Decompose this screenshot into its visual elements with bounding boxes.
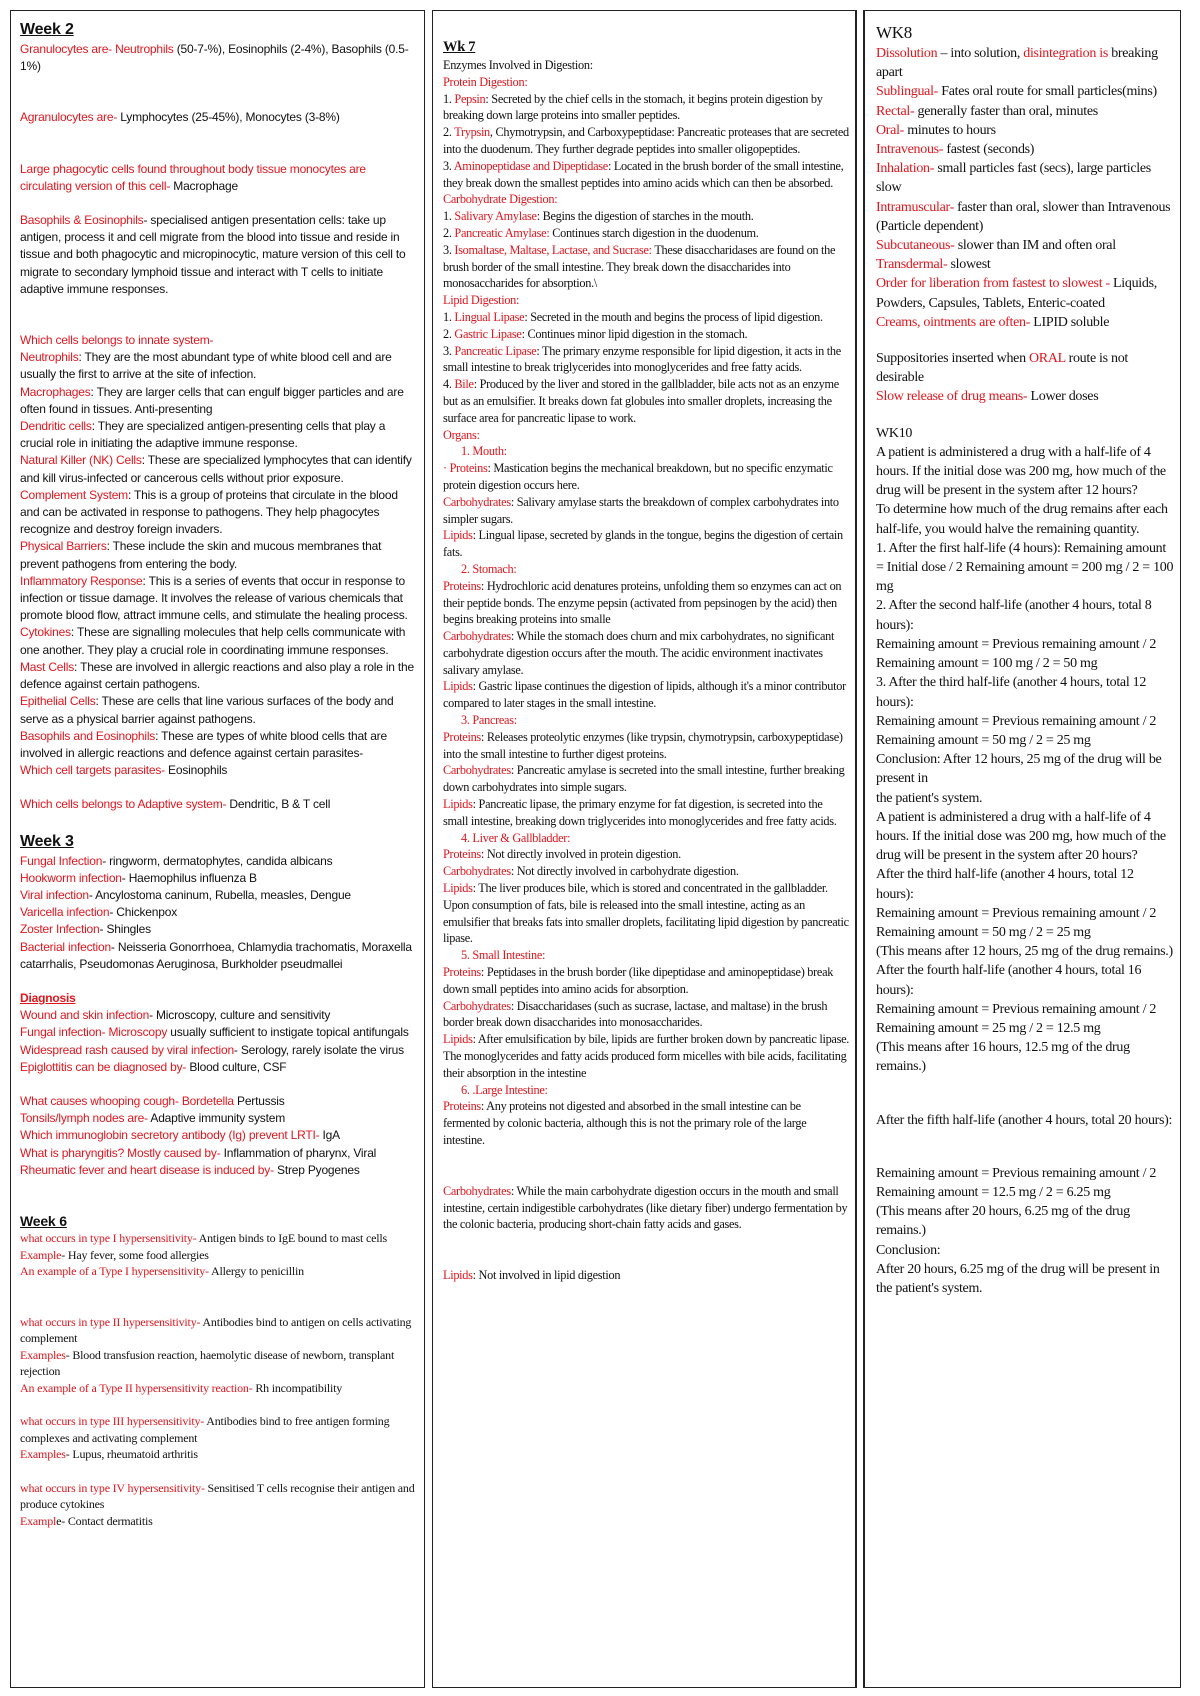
list-item: Basophils and Eosinophils: These are types of white blood cells that are involved in allergic reactions and defence against certain parasites- bbox=[20, 728, 387, 760]
list-item: Macrophages: They are larger cells that can engulf bigger particles and are often found in tissues. Anti-presenting bbox=[20, 384, 404, 416]
diagnosis-heading: Diagnosis bbox=[20, 990, 76, 1005]
calc-line: (This means after 12 hours, 25 mg of the drug remains.) bbox=[876, 944, 1173, 960]
list-item: Natural Killer (NK) Cells: These are specialized lymphocytes that can identify and kill virus-infected or cancerous cells without prior exposure. bbox=[20, 453, 412, 485]
organ-mouth-title: 1. Mouth: bbox=[461, 444, 507, 459]
calc-line: 2. After the second half-life (another 4 hours, total 8 hours): bbox=[876, 598, 1152, 633]
list-item: Inhalation- small particles fast (secs), large particles slow bbox=[876, 161, 1151, 196]
organ-line: Carbohydrates: While the main carbohydrate digestion occurs in the mouth and small intestine, certain indigestible carbohydrates (like dietary fiber) undergo fermentation by the colonic bacteria, producing short-chain fatty acids and gases. bbox=[443, 1183, 848, 1232]
calc-line: To determine how much of the drug remains after each half-life, you would halve the remaining quantity. bbox=[876, 502, 1168, 537]
calc-line: Remaining amount = Previous remaining amount / 2 bbox=[876, 1001, 1157, 1017]
calc-line: After 20 hours, 6.25 mg of the drug will be present in the patient's system. bbox=[876, 1261, 1160, 1296]
organ-line: Lipids: After emulsification by bile, lipids are further broken down by pancreatic lipase. The monoglycerides and fatty acids produced form micelles with bile acids, facilitating their absorption in the intestine bbox=[443, 1032, 850, 1080]
parasites-line: Which cell targets parasites- Eosinophils bbox=[20, 763, 228, 778]
calc-line: Remaining amount = Previous remaining amount / 2 Remaining amount = 100 mg / 2 = 50 mg bbox=[876, 636, 1157, 672]
organ-line: · Proteins: Mastication begins the mechanical breakdown, but no specific enzymatic protein digestion occurs here. bbox=[443, 461, 833, 492]
list-item: What is pharyngitis? Mostly caused by- Inflammation of pharynx, Viral bbox=[20, 1145, 377, 1160]
final-calculation bbox=[876, 1164, 1174, 1298]
calc-line: Remaining amount = 50 mg / 2 = 25 mg bbox=[876, 732, 1091, 748]
type2-line: what occurs in type II hypersensitivity- Antibodies bind to antigen on cells activating complement bbox=[20, 1314, 412, 1346]
list-item: 3. Aminopeptidase and Dipeptidase: Located in the brush border of the small intestine, they break down the smallest peptides into amino acids which can then be absorbed. bbox=[443, 158, 844, 190]
diagnosis-list bbox=[20, 1007, 416, 1076]
calc-line: Conclusion: bbox=[876, 1242, 941, 1258]
list-item: Dendritic cells: They are specialized antigen-presenting cells that play a crucial role in initiating the adaptive immune response. bbox=[20, 419, 386, 451]
list-item: Widespread rash caused by viral infection- Serology, rarely isolate the virus bbox=[20, 1042, 404, 1057]
organ-pancreas-title: 3. Pancreas: bbox=[461, 713, 517, 728]
list-item: Zoster Infection- Shingles bbox=[20, 922, 151, 937]
list-item: Subcutaneous- slower than IM and often oral bbox=[876, 238, 1116, 254]
type2-example: Examples- Blood transfusion reaction, haemolytic disease of newborn, transplant rejection bbox=[20, 1347, 395, 1379]
organ-line: Lipids: Pancreatic lipase, the primary enzyme for fat digestion, is secreted into the small intestine, breaking down triglycerides into monoglycerides and free fatty acids. bbox=[443, 797, 837, 828]
misc-list bbox=[20, 1093, 416, 1179]
protein-heading: Protein Digestion: bbox=[443, 74, 528, 89]
list-item: Epiglottitis can be diagnosed by- Blood culture, CSF bbox=[20, 1059, 287, 1074]
calc-line: Remaining amount = 25 mg / 2 = 12.5 mg bbox=[876, 1020, 1101, 1036]
type3-line: what occurs in type III hypersensitivity- Antibodies bind to free antigen forming complexes and activating complement bbox=[20, 1414, 390, 1445]
calc-line: (This means after 20 hours, 6.25 mg of the drug remains.) bbox=[876, 1204, 1130, 1239]
week3-heading: Week 3 bbox=[20, 832, 74, 850]
list-item: 2. Gastric Lipase: Continues minor lipid digestion in the stomach. bbox=[443, 326, 748, 341]
organ-line: Lipids: Not involved in lipid digestion bbox=[443, 1268, 621, 1283]
calc-line: 1. After the first half-life (4 hours): Remaining amount = Initial dose / 2 Remaining amount = 200 mg / 2 = 100 mg bbox=[876, 540, 1174, 595]
list-item: Neutrophils: They are the most abundant type of white blood cell and are usually the first to arrive at the site of infection. bbox=[20, 350, 392, 382]
calc-line: A patient is administered a drug with a half-life of 4 hours. If the initial dose was 200 mg, how much of the drug will be present in the system after 20 hours? bbox=[876, 809, 1166, 864]
list-item: Varicella infection- Chickenpox bbox=[20, 905, 177, 920]
slow-release-line: Slow release of drug means- Lower doses bbox=[876, 389, 1099, 405]
calc-line: Remaining amount = Previous remaining amount / 2 bbox=[876, 1165, 1157, 1181]
list-item: Intramuscular- faster than oral, slower than Intravenous (Particle dependent) bbox=[876, 199, 1171, 234]
week2-heading: Week 2 bbox=[20, 21, 74, 38]
list-item: 4. Bile: Produced by the liver and stored in the gallbladder, bile acts not as an enzyme but as an emulsifier. It breaks down fat globules into smaller droplets, increasing the surface area for pancreatic lipase to work. bbox=[443, 377, 839, 425]
wk8-heading: WK8 bbox=[876, 23, 912, 42]
column-weeks-8-10 bbox=[863, 10, 1181, 1688]
organs-heading: Organs: bbox=[443, 427, 480, 442]
type1-line: what occurs in type I hypersensitivity- Antigen binds to IgE bound to mast cells bbox=[20, 1231, 387, 1246]
list-item: Intravenous- fastest (seconds) bbox=[876, 142, 1035, 158]
calc-line: Remaining amount = 50 mg / 2 = 25 mg bbox=[876, 924, 1091, 940]
calc-line: 3. After the third half-life (another 4 hours, total 12 hours): bbox=[876, 675, 1147, 710]
adaptive-line: Which cells belongs to Adaptive system- Dendritic, B & T cell bbox=[20, 797, 331, 812]
calc-line: Conclusion: After 12 hours, 25 mg of the drug will be present in bbox=[876, 752, 1162, 787]
list-item: Epithelial Cells: These are cells that line various surfaces of the body and serve as a physical barrier against pathogens. bbox=[20, 694, 394, 726]
organ-line: Proteins: Peptidases in the brush border (like dipeptidase and aminopeptidase) break down small peptides into amino acids for absorption. bbox=[443, 965, 834, 996]
list-item: Which immunoglobin secretory antibody (Ig) prevent LRTI- IgA bbox=[20, 1128, 340, 1143]
list-item: 1. Pepsin: Secreted by the chief cells in the stomach, it begins protein digestion by breaking down large proteins into smaller peptides. bbox=[443, 91, 823, 123]
list-item: Hookworm infection- Haemophilus influenza B bbox=[20, 870, 257, 885]
suppositories-line: Suppositories inserted when ORAL route is not desirable bbox=[876, 351, 1128, 386]
list-item: Cytokines: These are signalling molecules that help cells communicate with one another. They play a crucial role in coordinating immune responses. bbox=[20, 625, 406, 657]
type1-an-example: An example of a Type I hypersensitivity- Allergy to penicillin bbox=[20, 1264, 304, 1279]
organ-line: Lipids: Gastric lipase continues the digestion of lipids, although it's a minor contributor compared to later stages in the small intestine. bbox=[443, 679, 846, 711]
week3-list bbox=[20, 853, 416, 973]
organ-stomach-title: 2. Stomach: bbox=[461, 561, 517, 576]
week6-heading: Week 6 bbox=[20, 1212, 67, 1229]
calc-line: Remaining amount = Previous remaining amount / 2 bbox=[876, 713, 1157, 729]
list-item: 1. Salivary Amylase: Begins the digestion of starches in the mouth. bbox=[443, 209, 754, 224]
organ-liver-title: 4. Liver & Gallbladder: bbox=[461, 830, 571, 845]
organ-line: Proteins: Releases proteolytic enzymes (like trypsin, chymotrypsin, carboxypeptidase) into the small intestine to further digest proteins. bbox=[443, 729, 843, 761]
organ-line: Carbohydrates: While the stomach does churn and mix carbohydrates, no significant carbohydrate digestion occurs after the mouth. The acidic environment inactivates salivary amylase. bbox=[443, 629, 835, 677]
agranulocytes-line: Agranulocytes are- Lymphocytes (25-45%), Monocytes (3-8%) bbox=[20, 110, 340, 125]
innate-question: Which cells belongs to innate system- bbox=[20, 333, 214, 348]
list-item: Fungal infection- Microscopy usually sufficient to instigate topical antifungals bbox=[20, 1025, 409, 1040]
intro-line: Enzymes Involved in Digestion: bbox=[443, 58, 593, 72]
list-item: Wound and skin infection- Microscopy, culture and sensitivity bbox=[20, 1008, 331, 1023]
list-item: What causes whooping cough- Bordetella Pertussis bbox=[20, 1093, 285, 1108]
calc-line: the patient's system. bbox=[876, 790, 983, 806]
organ-line: Lipids: Lingual lipase, secreted by glands in the tongue, begins the digestion of certain fats. bbox=[443, 528, 843, 560]
list-item: Mast Cells: These are involved in allergic reactions and also play a role in the defence against certain pathogens. bbox=[20, 659, 414, 692]
list-item: Order for liberation from fastest to slowest - Liquids, Powders, Capsules, Tablets, Enteric-coated bbox=[876, 276, 1157, 311]
calc-line: Remaining amount = Previous remaining amount / 2 bbox=[876, 905, 1157, 921]
list-item: Creams, ointments are often- LIPID soluble bbox=[876, 314, 1110, 330]
calc-line: A patient is administered a drug with a half-life of 4 hours. If the initial dose was 200 mg, how much of the drug will be present in the system after 12 hours? bbox=[876, 444, 1166, 499]
calc-line: (This means after 16 hours, 12.5 mg of the drug remains.) bbox=[876, 1040, 1130, 1075]
organ-line: Proteins: Any proteins not digested and absorbed in the small intestine can be fermented by colonic bacteria, although this is not the primary role of the large intestine. bbox=[443, 1099, 807, 1147]
organ-line: Carbohydrates: Not directly involved in carbohydrate digestion. bbox=[443, 864, 739, 879]
calc-line: Remaining amount = 12.5 mg / 2 = 6.25 mg bbox=[876, 1184, 1111, 1200]
type4-line: what occurs in type IV hypersensitivity- Sensitised T cells recognise their antigen and produce cytokines bbox=[20, 1480, 415, 1512]
list-item: Dissolution – into solution, disintegration is breaking apart bbox=[876, 46, 1158, 81]
wk10-heading: WK10 bbox=[876, 425, 913, 441]
lipid-heading: Lipid Digestion: bbox=[443, 293, 520, 308]
list-item: 1. Lingual Lipase: Secreted in the mouth and begins the process of lipid digestion. bbox=[443, 309, 823, 324]
basophils-eosinophils-line: Basophils & Eosinophils- specialised antigen presentation cells: take up antigen, process it and cell migrate from the blood into tissue and reside in tissue and both phagocytic and micropinocytic, mature version of this cell to migrate to secondary lymphoid tissue and interact with T cells to initiate adaptive immune responses. bbox=[20, 213, 406, 296]
calc-line: After the fourth half-life (another 4 hours, total 16 hours): bbox=[876, 963, 1142, 998]
wk10-calculation bbox=[876, 443, 1174, 1077]
list-item: 2. Trypsin, Chymotrypsin, and Carboxypeptidase: Pancreatic proteases that are secreted into the duodenum. They further degrade peptides into smaller oligopeptides. bbox=[443, 125, 849, 156]
type3-example: Examples- Lupus, rheumatoid arthritis bbox=[20, 1447, 198, 1462]
calc-line: After the third half-life (another 4 hours, total 12 hours): bbox=[876, 867, 1134, 902]
list-item: Bacterial infection- Neisseria Gonorrhoea, Chlamydia trachomatis, Moraxella catarrhalis, Pseudomonas Aeruginosa, Burkholder pseudmallei bbox=[20, 939, 412, 971]
list-item: Viral infection- Ancylostoma caninum, Rubella, measles, Dengue bbox=[20, 887, 351, 902]
organ-small-intestine-title: 5. Small Intestine: bbox=[461, 948, 546, 963]
organ-line: Proteins: Not directly involved in protein digestion. bbox=[443, 847, 681, 862]
organ-line: Proteins: Hydrochloric acid denatures proteins, unfolding them so enzymes can act on their peptide bonds. The enzyme pepsin (activated from pepsinogen by the acid) then begins breaking proteins into smalle bbox=[443, 578, 842, 627]
organ-large-intestine-title: 6. .Large Intestine: bbox=[461, 1082, 548, 1097]
organ-line: Carbohydrates: Salivary amylase starts the breakdown of complex carbohydrates into simpler sugars. bbox=[443, 494, 839, 526]
organ-line: Lipids: The liver produces bile, which is stored and concentrated in the gallbladder. Upon consumption of fats, bile is released into the small intestine, acting as an emulsifier that breaks fats into smaller droplets, facilitating lipid digestion by pancreatic lipase. bbox=[443, 881, 849, 946]
list-item: Oral- minutes to hours bbox=[876, 122, 996, 138]
innate-list bbox=[20, 349, 416, 762]
list-item: Physical Barriers: These include the skin and mucous membranes that prevent pathogens from entering the body. bbox=[20, 539, 382, 571]
type4-example: Example- Contact dermatitis bbox=[20, 1513, 153, 1528]
week6-section bbox=[20, 1230, 416, 1529]
list-item: 3. Isomaltase, Maltase, Lactase, and Sucrase: These disaccharidases are found on the brush border of the small intestine. They break down the disaccharides into monosaccharides for absorption.\ bbox=[443, 242, 836, 291]
list-item: Rheumatic fever and heart disease is induced by- Strep Pyogenes bbox=[20, 1162, 360, 1177]
type2-an-example: An example of a Type II hypersensitivity reaction- Rh incompatibility bbox=[20, 1380, 343, 1395]
wk7-heading: Wk 7 bbox=[443, 39, 476, 55]
list-item: Transdermal- slowest bbox=[876, 257, 991, 273]
list-item: Sublingual- Fates oral route for small particles(mins) bbox=[876, 84, 1157, 100]
list-item: Rectal- generally faster than oral, minutes bbox=[876, 103, 1098, 119]
phagocytic-line: Large phagocytic cells found throughout body tissue monocytes are circulating version of this cell- Macrophage bbox=[20, 161, 366, 193]
list-item: 3. Pancreatic Lipase: The primary enzyme responsible for lipid digestion, it acts in the small intestine to break triglycerides into monoglycerides and free fatty acids. bbox=[443, 343, 841, 375]
column-weeks-2-6 bbox=[10, 10, 425, 1688]
type1-example: Example- Hay fever, some food allergies bbox=[20, 1247, 209, 1262]
list-item: Inflammatory Response: This is a series of events that occur in response to infection or tissue damage. It involves the release of various chemicals that promote blood flow, attract immune cells, and stimulate the healing process. bbox=[20, 573, 408, 623]
granulocytes-line: Granulocytes are- Neutrophils (50-7-%), Eosinophils (2-4%), Basophils (0.5-1%) bbox=[20, 42, 409, 74]
column-week-7 bbox=[432, 10, 857, 1688]
list-item: Complement System: This is a group of proteins that circulate in the blood and can be activated in response to pathogens. They help phagocytes recognize and destroy foreign invaders. bbox=[20, 487, 398, 537]
list-item: Fungal Infection- ringworm, dermatophytes, candida albicans bbox=[20, 853, 333, 868]
carb-heading: Carbohydrate Digestion: bbox=[443, 192, 558, 207]
organ-line: Carbohydrates: Disaccharidases (such as sucrase, lactase, and maltase) in the brush border break down disaccharides into monosaccharides. bbox=[443, 998, 828, 1030]
list-item: Tonsils/lymph nodes are- Adaptive immunity system bbox=[20, 1111, 285, 1126]
calc-line: After the fifth half-life (another 4 hours, total 20 hours): bbox=[876, 1112, 1173, 1128]
organ-line: Carbohydrates: Pancreatic amylase is secreted into the small intestine, further breaking down carbohydrates into simple sugars. bbox=[443, 763, 845, 795]
list-item: 2. Pancreatic Amylase: Continues starch digestion in the duodenum. bbox=[443, 225, 759, 240]
